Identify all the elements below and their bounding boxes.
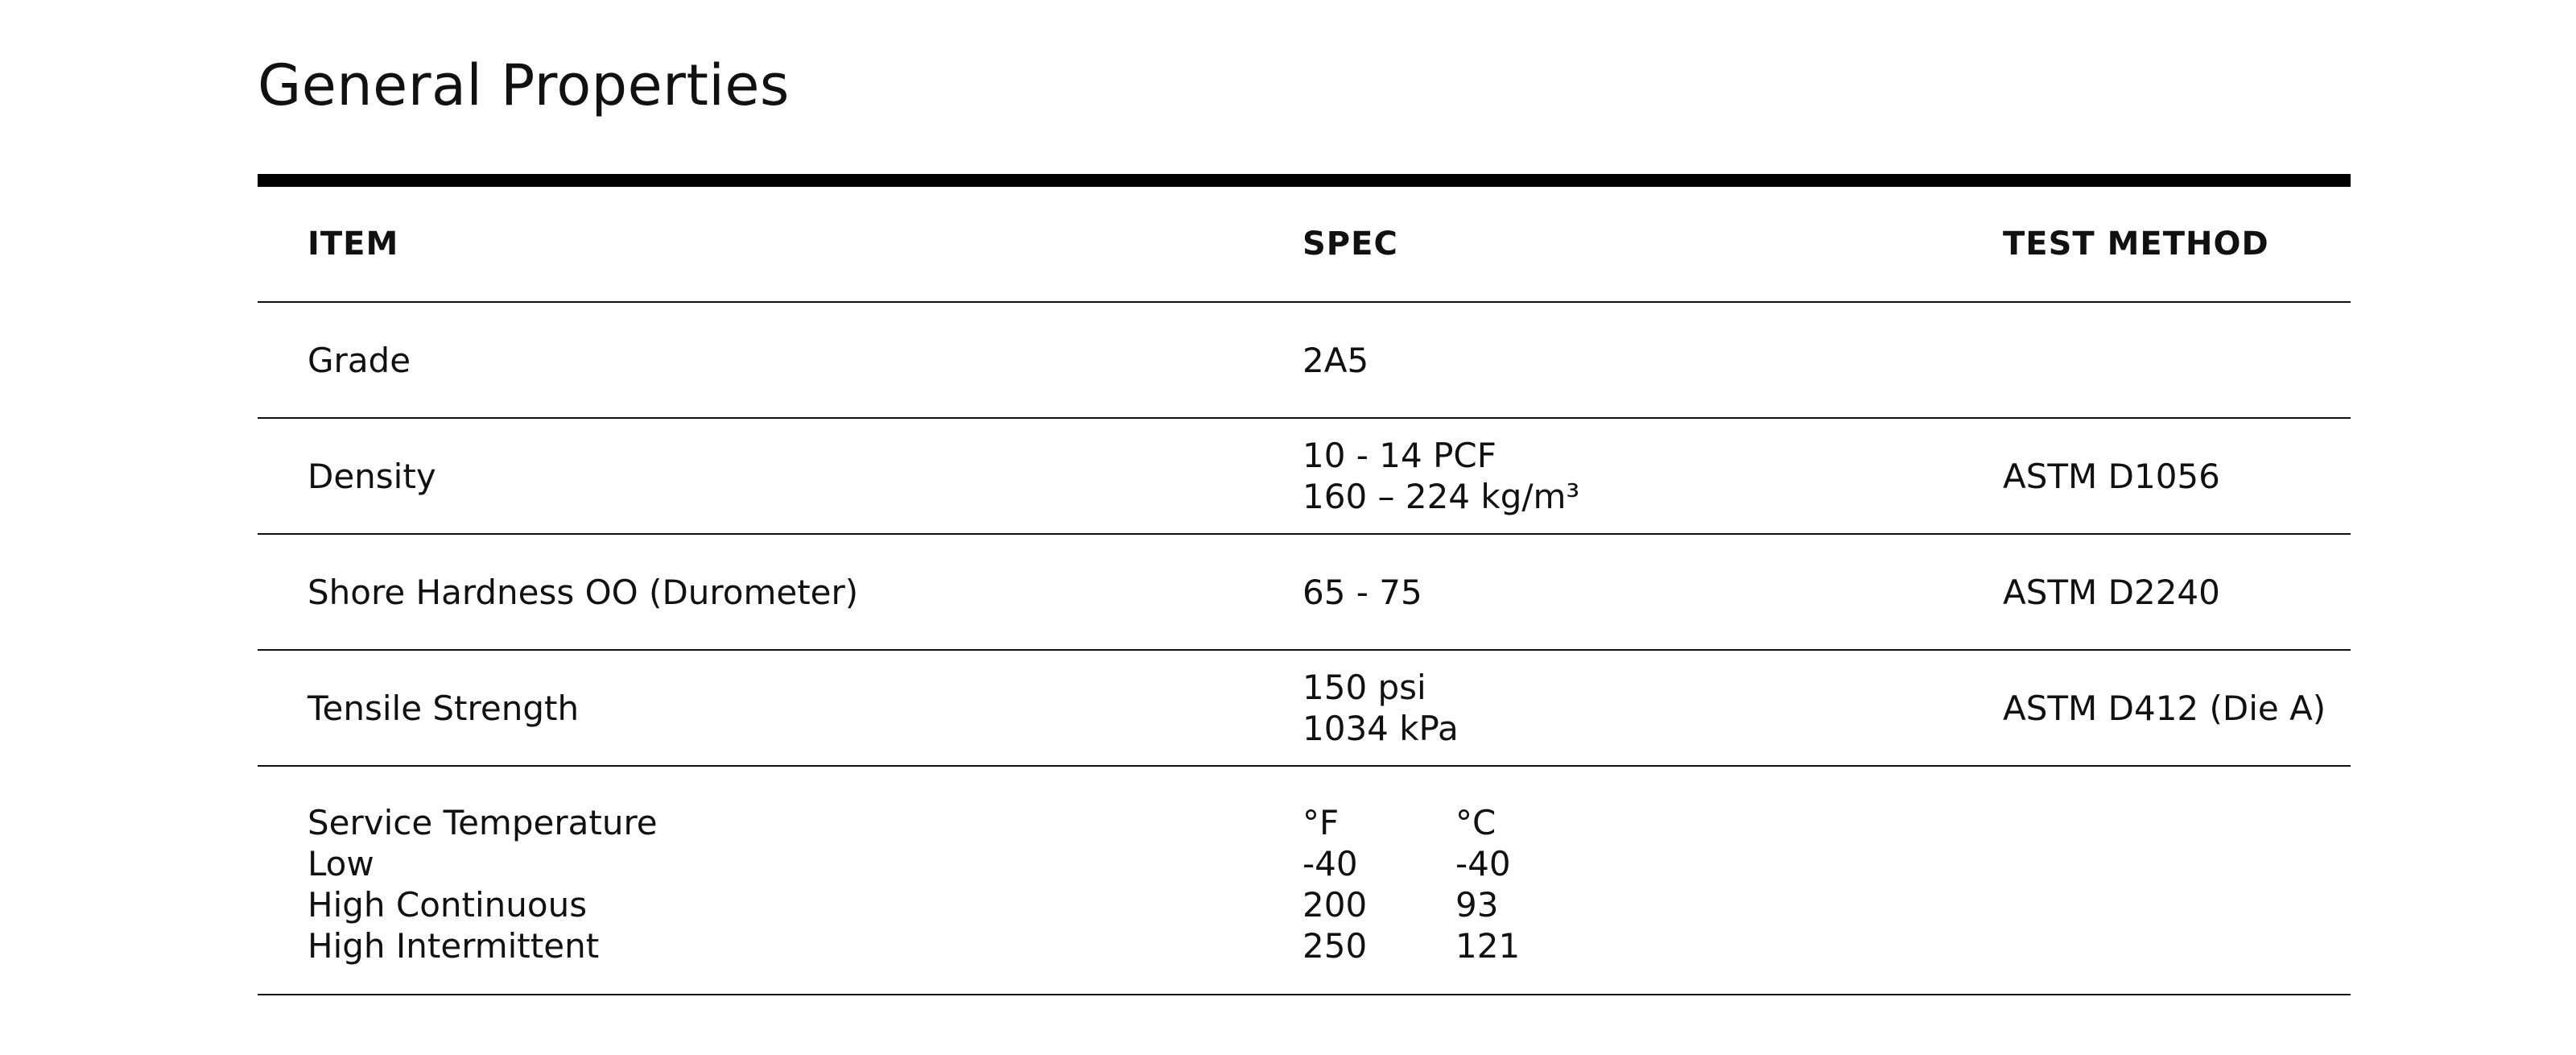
spec-tensile-psi: 150 psi xyxy=(1302,668,1426,707)
temp-label-high-continuous: High Continuous xyxy=(308,885,588,925)
method-grade xyxy=(2003,303,2341,417)
item-tensile-strength: Tensile Strength xyxy=(308,688,580,728)
temp-high-continuous-c: 93 xyxy=(1455,885,1499,925)
item-shore-hardness: Shore Hardness OO (Durometer) xyxy=(308,572,859,612)
properties-table xyxy=(258,174,2351,995)
method-tensile-strength: ASTM D412 (Die A) xyxy=(2003,688,2326,728)
item-service-temperature xyxy=(308,767,1233,994)
temp-high-intermittent-c: 121 xyxy=(1455,926,1521,966)
temp-low-f: -40 xyxy=(1302,844,1358,883)
spec-density xyxy=(1302,419,1946,533)
spec-tensile-kpa: 1034 kPa xyxy=(1302,709,1459,748)
table-row-shore-hardness xyxy=(258,535,2351,651)
table-row-density xyxy=(258,419,2351,535)
spec-shore-hardness xyxy=(1302,535,1946,649)
header-test-method: TEST METHOD xyxy=(2003,225,2269,263)
header-spec: SPEC xyxy=(1302,225,1398,263)
temp-units-row xyxy=(1302,802,1946,843)
temp-label-heading: Service Temperature xyxy=(308,803,658,842)
spec-density-pcf: 10 - 14 PCF xyxy=(1302,436,1496,475)
temp-high-intermittent-row xyxy=(1302,925,1946,966)
table-row-tensile-strength xyxy=(258,651,2351,767)
table-row-service-temperature xyxy=(258,767,2351,995)
spec-grade xyxy=(1302,303,1946,417)
spec-shore-hardness-line-1: 65 - 75 xyxy=(1302,572,1422,612)
method-density: ASTM D1056 xyxy=(2003,456,2220,496)
spec-tensile-strength xyxy=(1302,651,1946,765)
spec-grade-line-1: 2A5 xyxy=(1302,340,1369,380)
method-shore-hardness: ASTM D2240 xyxy=(2003,572,2220,612)
table-header-row xyxy=(258,187,2351,303)
temp-unit-f: °F xyxy=(1302,803,1340,842)
table-row-grade xyxy=(258,303,2351,419)
temp-label-low: Low xyxy=(308,844,374,883)
method-service-temperature xyxy=(2003,767,2341,994)
spec-service-temperature xyxy=(1302,767,1946,994)
temp-high-intermittent-f: 250 xyxy=(1302,926,1368,966)
temp-high-continuous-row xyxy=(1302,884,1946,925)
spec-density-metric: 160 – 224 kg/m³ xyxy=(1302,477,1580,516)
temp-high-continuous-f: 200 xyxy=(1302,885,1368,925)
temp-label-high-intermittent: High Intermittent xyxy=(308,926,600,966)
page-title: General Properties xyxy=(258,52,790,118)
item-grade: Grade xyxy=(308,340,411,380)
temp-low-c: -40 xyxy=(1455,844,1511,883)
temp-unit-c: °C xyxy=(1455,803,1496,842)
item-density: Density xyxy=(308,456,436,496)
header-item: ITEM xyxy=(308,225,399,263)
temp-low-row xyxy=(1302,843,1946,884)
